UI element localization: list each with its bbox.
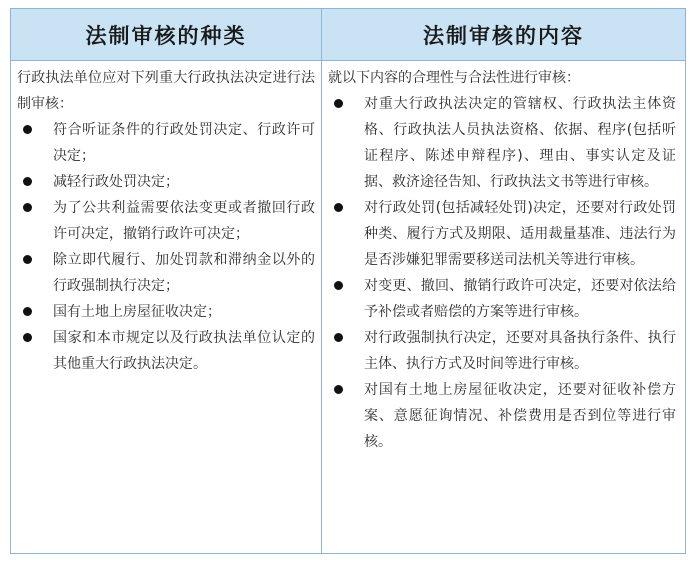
list-item bbox=[328, 377, 676, 455]
list-item bbox=[328, 91, 676, 195]
list-item-text: 为了公共利益需要依法变更或者撤回行政许可决定，撤销行政许可决定； bbox=[53, 200, 315, 242]
bullet-icon bbox=[23, 333, 32, 342]
review-table bbox=[10, 8, 686, 554]
bullet-icon bbox=[23, 125, 32, 134]
bullet-icon bbox=[334, 99, 343, 108]
list-item-text: 对重大行政执法决定的管辖权、行政执法主体资格、行政执法人员执法资格、依据、程序(包括听证程序、陈述申辩程序)、理由、事实认定及证据、救济途径告知、行政执法文书等进行审核。 bbox=[364, 96, 676, 190]
bullet-icon bbox=[334, 333, 343, 342]
list-item bbox=[17, 325, 315, 377]
list-item-text: 减轻行政处罚决定； bbox=[53, 174, 179, 190]
list-item bbox=[17, 247, 315, 299]
list-item bbox=[17, 117, 315, 169]
bullet-icon bbox=[334, 281, 343, 290]
list-item bbox=[17, 299, 315, 325]
right-column bbox=[328, 65, 676, 455]
list-item bbox=[328, 325, 676, 377]
list-item bbox=[328, 195, 676, 273]
list-item-text: 国有土地上房屋征收决定； bbox=[53, 304, 221, 320]
right-intro: 就以下内容的合理性与合法性进行审核： bbox=[328, 70, 580, 86]
bullet-icon bbox=[334, 203, 343, 212]
list-item bbox=[17, 169, 315, 195]
list-item-text: 对国有土地上房屋征收决定，还要对征收补偿方案、意愿征询情况、补偿费用是否到位等进行审核。 bbox=[364, 382, 676, 450]
left-intro: 行政执法单位应对下列重大行政执法决定进行法制审核： bbox=[17, 70, 315, 112]
list-item bbox=[328, 273, 676, 325]
header-review-content: 法制审核的内容 bbox=[322, 9, 685, 61]
list-item-text: 对行政强制执行决定，还要对具备执行条件、执行主体、执行方式及时间等进行审核。 bbox=[364, 330, 676, 372]
list-item-text: 对变更、撤回、撤销行政许可决定，还要对依法给予补偿或者赔偿的方案等进行审核。 bbox=[364, 278, 676, 320]
bullet-icon bbox=[23, 307, 32, 316]
list-item bbox=[17, 195, 315, 247]
list-item-text: 符合听证条件的行政处罚决定、行政许可决定； bbox=[53, 122, 315, 164]
list-item-text: 对行政处罚(包括减轻处罚)决定，还要对行政处罚种类、履行方式及期限、适用裁量基准、违法行为是否涉嫌犯罪需要移送司法机关等进行审核。 bbox=[364, 200, 676, 268]
bullet-icon bbox=[334, 385, 343, 394]
bullet-icon bbox=[23, 255, 32, 264]
list-item-text: 除立即代履行、加处罚款和滞纳金以外的行政强制执行决定； bbox=[53, 252, 315, 294]
list-item-text: 国家和本市规定以及行政执法单位认定的其他重大行政执法决定。 bbox=[53, 330, 315, 372]
right-list bbox=[328, 91, 676, 455]
left-column bbox=[17, 65, 315, 377]
bullet-icon bbox=[23, 203, 32, 212]
column-divider bbox=[321, 9, 322, 553]
header-review-types: 法制审核的种类 bbox=[11, 9, 321, 61]
left-list bbox=[17, 117, 315, 377]
bullet-icon bbox=[23, 177, 32, 186]
